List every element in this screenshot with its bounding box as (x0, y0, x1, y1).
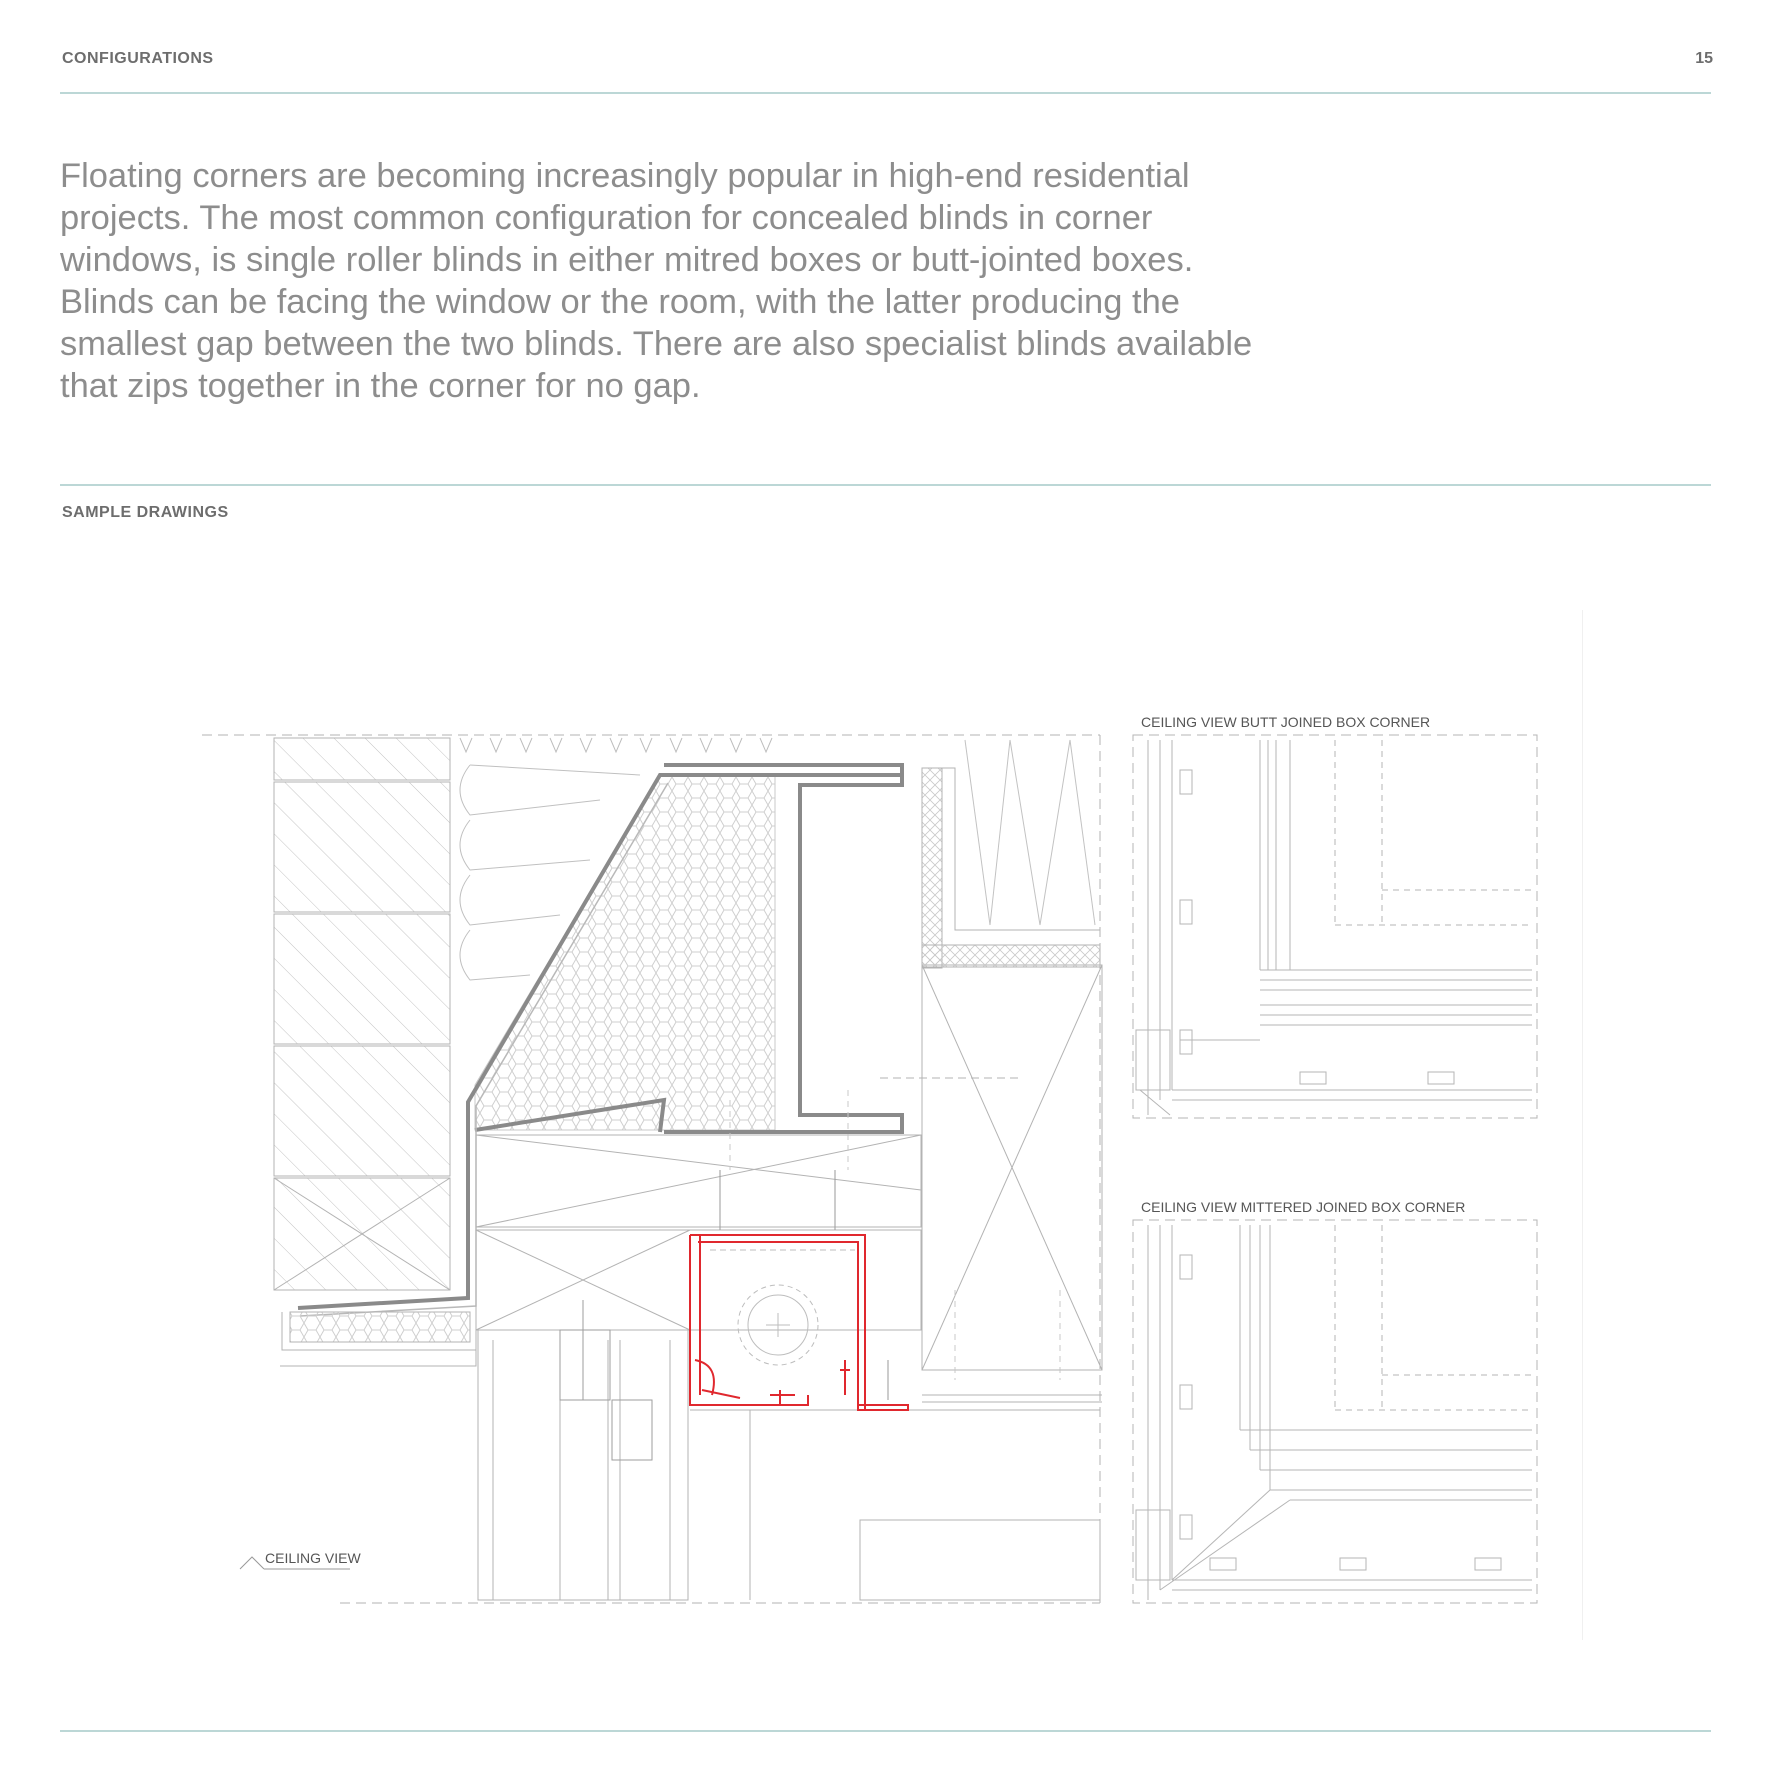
intro-line: Floating corners are becoming increasingly popular in high-end residential (60, 157, 1190, 195)
main-section-drawing (202, 735, 1102, 1603)
butt-joined-drawing (1133, 735, 1537, 1118)
ceiling-view-label: CEILING VIEW (265, 1550, 361, 1566)
page-number: 15 (1695, 50, 1713, 67)
intro-line: projects. The most common configuration for concealed blinds in corner (60, 199, 1153, 237)
intro-line: Blinds can be facing the window or the room, with the latter producing the (60, 283, 1180, 321)
intro-line: smallest gap between the two blinds. There are also specialist blinds available (60, 325, 1253, 363)
roller-tube (710, 1250, 855, 1365)
ceiling-view-marker (240, 1550, 361, 1569)
mitred-joined-drawing (1133, 1220, 1537, 1603)
section-title: CONFIGURATIONS (62, 50, 214, 67)
intro-line: windows, is single roller blinds in either mitred boxes or butt-jointed boxes. (60, 241, 1194, 279)
sample-drawings-heading: SAMPLE DRAWINGS (62, 504, 229, 521)
blind-box (690, 1235, 908, 1410)
footer-divider (60, 1730, 1711, 1732)
butt-joined-label: CEILING VIEW BUTT JOINED BOX CORNER (1141, 714, 1431, 730)
drawing-edge-divider (1582, 610, 1583, 1640)
mitred-joined-label: CEILING VIEW MITTERED JOINED BOX CORNER (1141, 1199, 1466, 1215)
intro-line: that zips together in the corner for no gap. (60, 367, 701, 405)
